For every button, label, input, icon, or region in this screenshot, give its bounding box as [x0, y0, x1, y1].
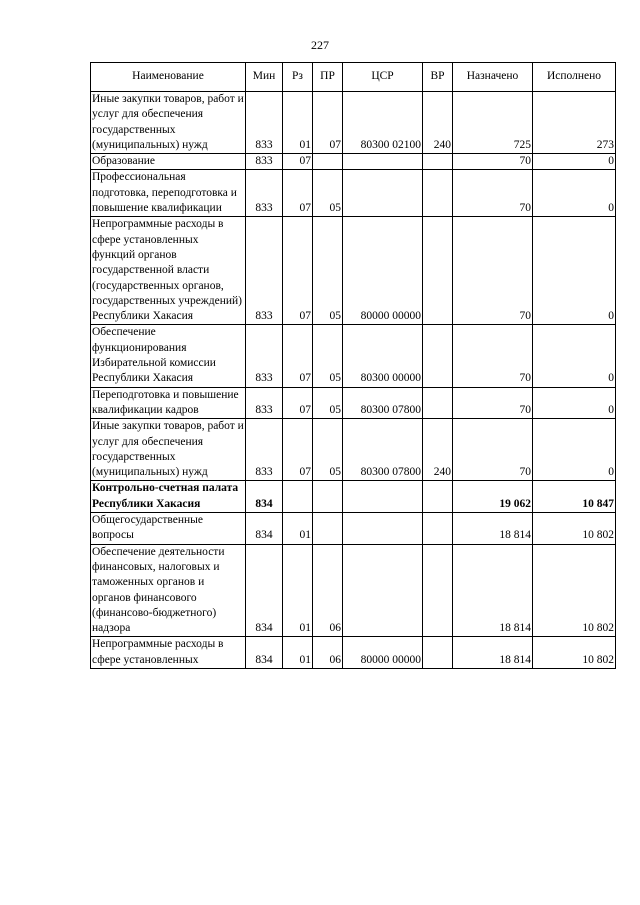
name-cell: Иные закупки товаров, работ и услуг для обеспечения государственных (муниципальных) нужд: [91, 92, 246, 154]
name-cell: Иные закупки товаров, работ и услуг для обеспечения государственных (муниципальных) нужд: [91, 419, 246, 481]
assigned-cell: 70: [453, 170, 533, 217]
budget-table: [90, 62, 616, 669]
name-cell: Профессиональная подготовка, переподготовка и повышение квалификации: [91, 170, 246, 217]
rz-cell: 07: [283, 170, 313, 217]
csr-cell: [343, 544, 423, 637]
table-header-row: [91, 63, 616, 92]
table-row: [91, 325, 616, 387]
rz-cell: 07: [283, 419, 313, 481]
column-header-rz: Рз: [283, 63, 313, 92]
pr-cell: 06: [313, 544, 343, 637]
csr-cell: 80000 00000: [343, 217, 423, 325]
name-cell: Общегосударственные вопросы: [91, 513, 246, 545]
min-cell: 833: [246, 419, 283, 481]
rz-cell: 01: [283, 637, 313, 669]
vr-cell: [423, 325, 453, 387]
table-row: [91, 170, 616, 217]
csr-cell: [343, 481, 423, 513]
vr-cell: [423, 637, 453, 669]
min-cell: 833: [246, 92, 283, 154]
executed-cell: 0: [533, 170, 616, 217]
executed-cell: 0: [533, 217, 616, 325]
vr-cell: [423, 154, 453, 170]
vr-cell: [423, 170, 453, 217]
vr-cell: [423, 513, 453, 545]
table-row: [91, 387, 616, 419]
name-cell: Переподготовка и повышение квалификации кадров: [91, 387, 246, 419]
table-row: [91, 217, 616, 325]
csr-cell: 80300 07800: [343, 419, 423, 481]
column-header-min: Мин: [246, 63, 283, 92]
table-row: [91, 419, 616, 481]
min-cell: 833: [246, 170, 283, 217]
executed-cell: 0: [533, 419, 616, 481]
column-header-vr: ВР: [423, 63, 453, 92]
table-body: [91, 92, 616, 669]
pr-cell: 07: [313, 92, 343, 154]
assigned-cell: 70: [453, 325, 533, 387]
assigned-cell: 19 062: [453, 481, 533, 513]
assigned-cell: 18 814: [453, 544, 533, 637]
executed-cell: 10 802: [533, 513, 616, 545]
min-cell: 834: [246, 544, 283, 637]
pr-cell: 05: [313, 387, 343, 419]
name-cell: Обеспечение деятельности финансовых, налоговых и таможенных органов и органов финансового (финансово-бюджетного) надзора: [91, 544, 246, 637]
vr-cell: 240: [423, 419, 453, 481]
assigned-cell: 70: [453, 419, 533, 481]
csr-cell: 80000 00000: [343, 637, 423, 669]
executed-cell: 10 802: [533, 637, 616, 669]
min-cell: 833: [246, 387, 283, 419]
name-cell: Непрограммные расходы в сфере установленных функций органов государственной власти (государственных органов, государственных учреждений) Республики Хакасия: [91, 217, 246, 325]
pr-cell: [313, 481, 343, 513]
pr-cell: [313, 513, 343, 545]
executed-cell: 273: [533, 92, 616, 154]
csr-cell: 80300 00000: [343, 325, 423, 387]
vr-cell: [423, 217, 453, 325]
csr-cell: 80300 02100: [343, 92, 423, 154]
executed-cell: 0: [533, 325, 616, 387]
pr-cell: 05: [313, 419, 343, 481]
column-header-pr: ПР: [313, 63, 343, 92]
name-cell: Образование: [91, 154, 246, 170]
executed-cell: 0: [533, 154, 616, 170]
table-row: [91, 637, 616, 669]
rz-cell: 01: [283, 513, 313, 545]
csr-cell: [343, 154, 423, 170]
rz-cell: 07: [283, 325, 313, 387]
rz-cell: 07: [283, 217, 313, 325]
vr-cell: [423, 387, 453, 419]
rz-cell: 07: [283, 154, 313, 170]
table-row: [91, 513, 616, 545]
vr-cell: [423, 544, 453, 637]
min-cell: 833: [246, 154, 283, 170]
executed-cell: 0: [533, 387, 616, 419]
column-header-executed: Исполнено: [533, 63, 616, 92]
rz-cell: [283, 481, 313, 513]
name-cell: Непрограммные расходы в сфере установленных: [91, 637, 246, 669]
min-cell: 834: [246, 481, 283, 513]
assigned-cell: 725: [453, 92, 533, 154]
vr-cell: [423, 481, 453, 513]
column-header-csr: ЦСР: [343, 63, 423, 92]
table-row: [91, 481, 616, 513]
pr-cell: 06: [313, 637, 343, 669]
name-cell: Обеспечение функционирования Избирательной комиссии Республики Хакасия: [91, 325, 246, 387]
csr-cell: [343, 170, 423, 217]
rz-cell: 01: [283, 92, 313, 154]
pr-cell: [313, 154, 343, 170]
min-cell: 833: [246, 325, 283, 387]
executed-cell: 10 847: [533, 481, 616, 513]
pr-cell: 05: [313, 170, 343, 217]
pr-cell: 05: [313, 217, 343, 325]
assigned-cell: 70: [453, 217, 533, 325]
table-row: [91, 544, 616, 637]
table-row: [91, 92, 616, 154]
assigned-cell: 70: [453, 154, 533, 170]
csr-cell: 80300 07800: [343, 387, 423, 419]
column-header-name: Наименование: [91, 63, 246, 92]
min-cell: 834: [246, 637, 283, 669]
rz-cell: 07: [283, 387, 313, 419]
assigned-cell: 18 814: [453, 637, 533, 669]
page-number: 227: [311, 38, 329, 52]
column-header-assigned: Назначено: [453, 63, 533, 92]
pr-cell: 05: [313, 325, 343, 387]
table-row: [91, 154, 616, 170]
assigned-cell: 18 814: [453, 513, 533, 545]
rz-cell: 01: [283, 544, 313, 637]
min-cell: 834: [246, 513, 283, 545]
name-cell: Контрольно-счетная палата Республики Хакасия: [91, 481, 246, 513]
min-cell: 833: [246, 217, 283, 325]
assigned-cell: 70: [453, 387, 533, 419]
vr-cell: 240: [423, 92, 453, 154]
csr-cell: [343, 513, 423, 545]
executed-cell: 10 802: [533, 544, 616, 637]
